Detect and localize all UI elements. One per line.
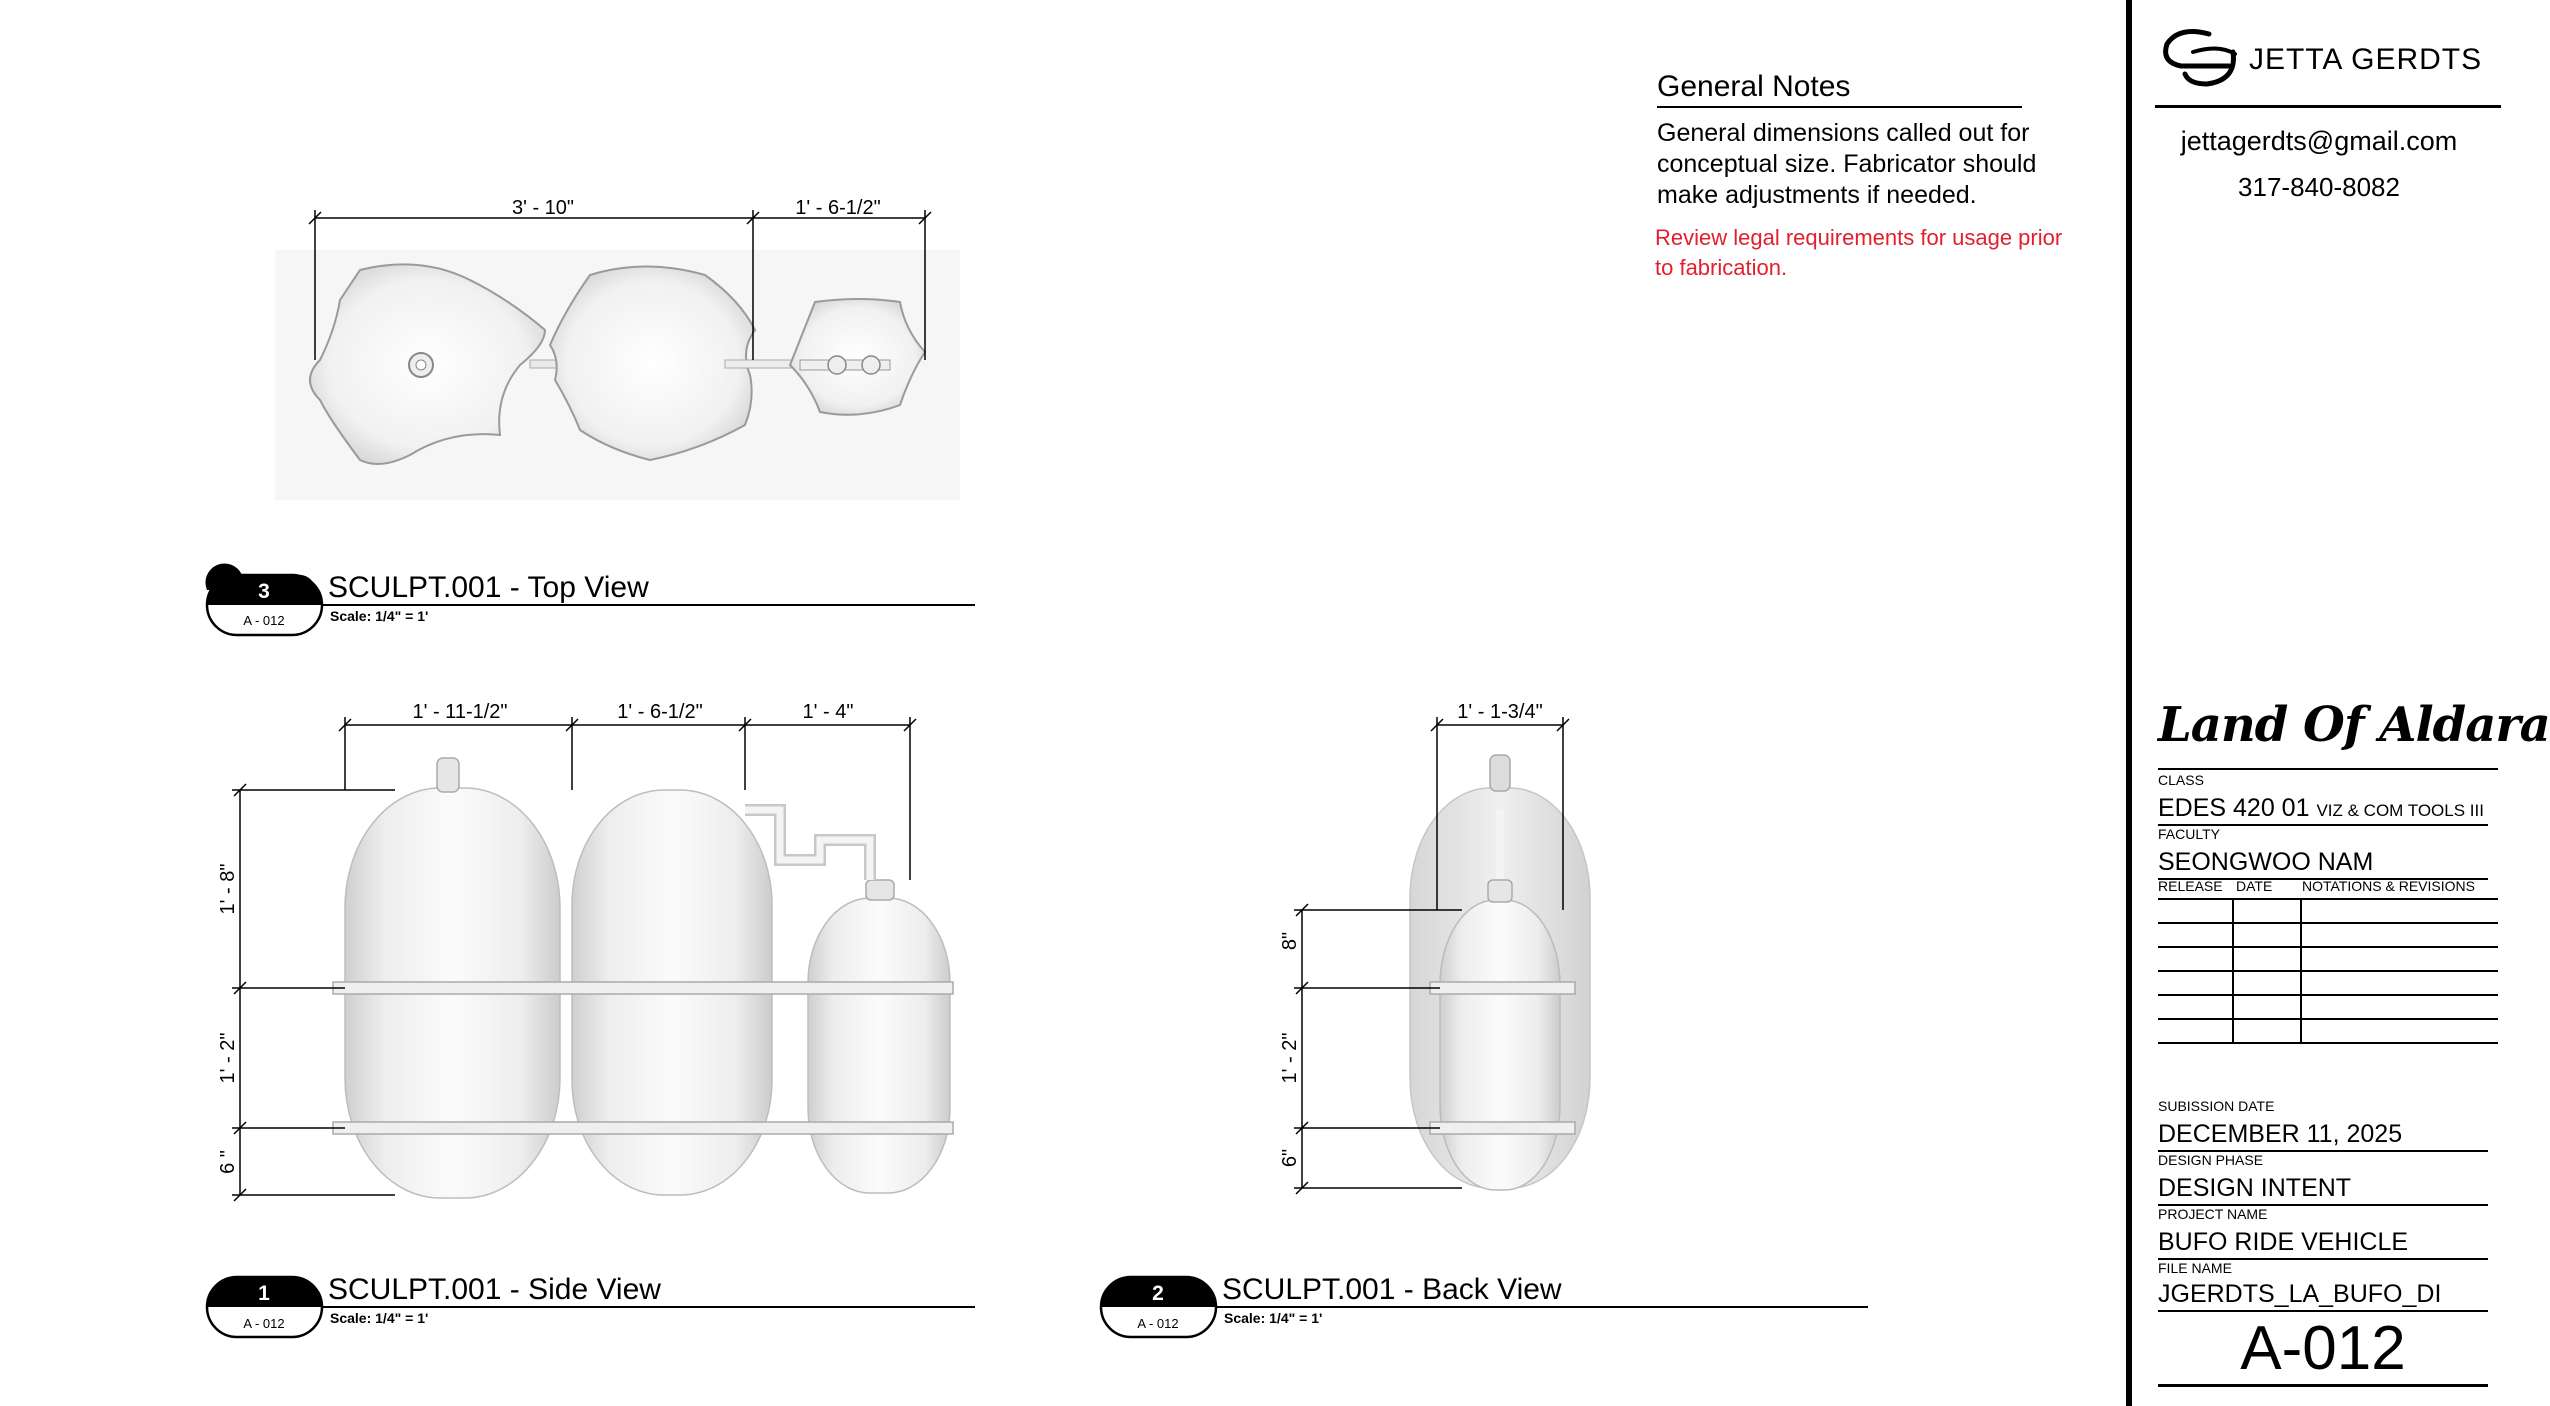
class-code: EDES 420 01 — [2158, 794, 2310, 822]
notes-warning: Review legal requirements for usage prior to fabrication. — [1655, 225, 2063, 280]
dim-back-width: 1' - 1-3/4" — [1457, 701, 1543, 723]
notes-title: General Notes — [1657, 70, 2022, 108]
side-view — [333, 758, 953, 1198]
dim-side-mid-height: 1' - 2" — [217, 1032, 239, 1084]
phase-value: DESIGN INTENT — [2158, 1174, 2488, 1206]
class-label: CLASS — [2158, 772, 2204, 788]
rev-col-release: RELEASE — [2158, 878, 2223, 894]
view-title-top — [205, 563, 975, 635]
view-sheet-ref: A - 012 — [1137, 1316, 1179, 1331]
file-label: FILE NAME — [2158, 1260, 2232, 1276]
submission-label: SUBISSION DATE — [2158, 1098, 2275, 1114]
designer-name: JETTA GERDTS — [2249, 43, 2483, 76]
revision-row — [2158, 924, 2498, 948]
notes-body: General dimensions called out for conceptual size. Fabricator should make adjustments if needed. — [1657, 119, 2037, 209]
top-pod-2 — [550, 267, 755, 461]
view-scale: Scale: 1/4" = 1' — [330, 1310, 429, 1326]
view-number: 2 — [1152, 1282, 1164, 1305]
designer-header — [2159, 22, 2499, 102]
dim-top-width: 3' - 10" — [511, 197, 575, 219]
revisions-table — [2158, 878, 2498, 1044]
revision-row — [2158, 972, 2498, 996]
view-title: SCULPT.001 - Side View — [328, 1273, 661, 1306]
faculty-value: SEONGWOO NAM — [2158, 848, 2488, 880]
view-title: SCULPT.001 - Top View — [328, 571, 649, 604]
title-block — [2126, 0, 2550, 1406]
project-logo — [2158, 690, 2550, 760]
dim-back-upper-height: 8" — [1279, 931, 1301, 951]
view-scale: Scale: 1/4" = 1' — [1224, 1310, 1323, 1326]
phase-label: DESIGN PHASE — [2158, 1152, 2264, 1168]
dim-side-pod3-width: 1' - 4" — [802, 701, 854, 723]
revision-row — [2158, 900, 2498, 924]
view-sheet-ref: A - 012 — [243, 613, 285, 628]
general-notes — [1657, 70, 2077, 283]
view-title: SCULPT.001 - Back View — [1222, 1273, 1562, 1306]
revision-row — [2158, 1020, 2498, 1044]
dim-side-upper-height: 1' - 8" — [217, 863, 239, 915]
view-title-side — [207, 1273, 975, 1337]
class-value — [2158, 794, 2488, 826]
dim-back-lower-height: 6" — [1279, 1148, 1301, 1168]
dim-side-pod2-width: 1' - 6-1/2" — [617, 701, 703, 723]
project-label: PROJECT NAME — [2158, 1206, 2268, 1222]
side-pod-3 — [808, 898, 950, 1193]
rev-col-notes: NOTATIONS & REVISIONS — [2302, 878, 2475, 894]
view-number: 3 — [258, 580, 270, 603]
faculty-label: FACULTY — [2158, 826, 2220, 842]
revisions-header — [2158, 878, 2498, 900]
dim-side-lower-height: 6 " — [217, 1150, 239, 1174]
file-value: JGERDTS_LA_BUFO_DI — [2158, 1280, 2488, 1312]
sheet-number: A-012 — [2158, 1314, 2488, 1387]
class-suffix: VIZ & COM TOOLS III — [2316, 801, 2484, 820]
project-value: BUFO RIDE VEHICLE — [2158, 1228, 2488, 1260]
back-pod-small — [1440, 900, 1560, 1190]
dim-back-mid-height: 1' - 2" — [1279, 1032, 1301, 1084]
submission-value: DECEMBER 11, 2025 — [2158, 1120, 2488, 1152]
project-logo-text: Land Of Aldara — [2158, 697, 2550, 753]
dim-side-pod1-width: 1' - 11-1/2" — [412, 701, 508, 723]
view-number: 1 — [258, 1282, 270, 1305]
view-scale: Scale: 1/4" = 1' — [330, 608, 429, 624]
view-sheet-ref: A - 012 — [243, 1316, 285, 1331]
designer-logo-icon — [2159, 22, 2243, 92]
designer-email: jettagerdts@gmail.com — [2180, 126, 2458, 156]
revision-row — [2158, 996, 2498, 1020]
designer-phone: 317-840-8082 — [2238, 172, 2400, 202]
rev-col-date: DATE — [2236, 878, 2273, 894]
view-title-back — [1101, 1273, 1868, 1337]
dim-top-small-width: 1' - 6-1/2" — [795, 197, 881, 219]
revision-row — [2158, 948, 2498, 972]
top-view — [275, 250, 960, 500]
